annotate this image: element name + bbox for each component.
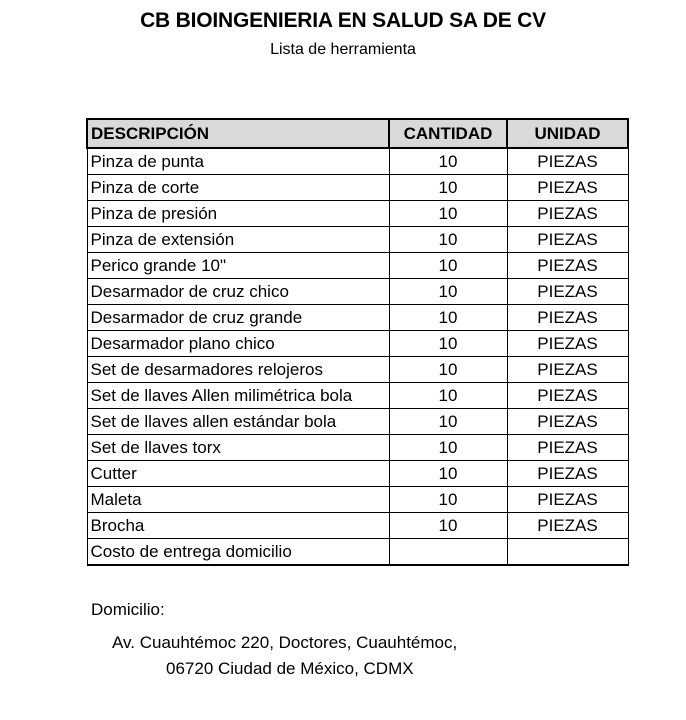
item-description: Pinza de corte [87, 175, 389, 201]
item-description: Brocha [87, 513, 389, 539]
table-body [87, 148, 628, 565]
item-unit: PIEZAS [507, 383, 628, 409]
delivery-cost-row [87, 539, 628, 566]
item-description: Pinza de punta [87, 148, 389, 175]
item-quantity: 10 [389, 513, 507, 539]
item-quantity: 10 [389, 279, 507, 305]
item-unit: PIEZAS [507, 305, 628, 331]
item-unit: PIEZAS [507, 487, 628, 513]
company-name: CB BIOINGENIERIA EN SALUD SA DE CV [140, 9, 546, 32]
table-row [87, 513, 628, 539]
column-header-unit: UNIDAD [507, 119, 628, 148]
column-header-description: DESCRIPCIÓN [87, 119, 389, 148]
delivery-cost-description: Costo de entrega domicilio [87, 539, 389, 566]
item-quantity: 10 [389, 148, 507, 175]
item-description: Pinza de presión [87, 201, 389, 227]
table-row [87, 435, 628, 461]
table-row [87, 175, 628, 201]
item-unit: PIEZAS [507, 175, 628, 201]
item-description: Desarmador de cruz chico [87, 279, 389, 305]
item-description: Set de llaves allen estándar bola [87, 409, 389, 435]
item-unit: PIEZAS [507, 279, 628, 305]
table-row [87, 383, 628, 409]
item-description: Pinza de extensión [87, 227, 389, 253]
item-quantity: 10 [389, 305, 507, 331]
item-description: Maleta [87, 487, 389, 513]
item-quantity: 10 [389, 253, 507, 279]
tools-table [86, 118, 629, 566]
item-unit: PIEZAS [507, 357, 628, 383]
item-unit: PIEZAS [507, 201, 628, 227]
table-row [87, 148, 628, 175]
table-header-row [87, 119, 628, 148]
column-header-quantity: CANTIDAD [389, 119, 507, 148]
item-unit: PIEZAS [507, 409, 628, 435]
item-quantity: 10 [389, 409, 507, 435]
item-quantity: 10 [389, 201, 507, 227]
item-description: Set de desarmadores relojeros [87, 357, 389, 383]
item-quantity: 10 [389, 461, 507, 487]
item-quantity: 10 [389, 175, 507, 201]
delivery-cost-quantity [389, 539, 507, 566]
item-description: Desarmador de cruz grande [87, 305, 389, 331]
address-label: Domicilio: [91, 600, 165, 619]
table-row [87, 357, 628, 383]
item-quantity: 10 [389, 357, 507, 383]
item-unit: PIEZAS [507, 513, 628, 539]
address-line-1: Av. Cuauhtémoc 220, Doctores, Cuauhtémoc, [112, 633, 458, 652]
item-unit: PIEZAS [507, 331, 628, 357]
item-unit: PIEZAS [507, 461, 628, 487]
table-row [87, 227, 628, 253]
address-line-2: 06720 Ciudad de México, CDMX [166, 659, 414, 678]
item-quantity: 10 [389, 331, 507, 357]
item-quantity: 10 [389, 435, 507, 461]
table-row [87, 461, 628, 487]
item-unit: PIEZAS [507, 227, 628, 253]
table-row [87, 305, 628, 331]
item-unit: PIEZAS [507, 435, 628, 461]
table-row [87, 331, 628, 357]
table-row [87, 279, 628, 305]
item-unit: PIEZAS [507, 148, 628, 175]
item-description: Perico grande 10" [87, 253, 389, 279]
item-quantity: 10 [389, 383, 507, 409]
item-quantity: 10 [389, 487, 507, 513]
item-description: Set de llaves Allen milimétrica bola [87, 383, 389, 409]
item-description: Cutter [87, 461, 389, 487]
item-description: Set de llaves torx [87, 435, 389, 461]
table-row [87, 201, 628, 227]
table-row [87, 487, 628, 513]
table-row [87, 409, 628, 435]
item-quantity: 10 [389, 227, 507, 253]
item-unit: PIEZAS [507, 253, 628, 279]
item-description: Desarmador plano chico [87, 331, 389, 357]
table-row [87, 253, 628, 279]
delivery-cost-unit [507, 539, 628, 566]
document-subtitle: Lista de herramienta [270, 41, 416, 58]
